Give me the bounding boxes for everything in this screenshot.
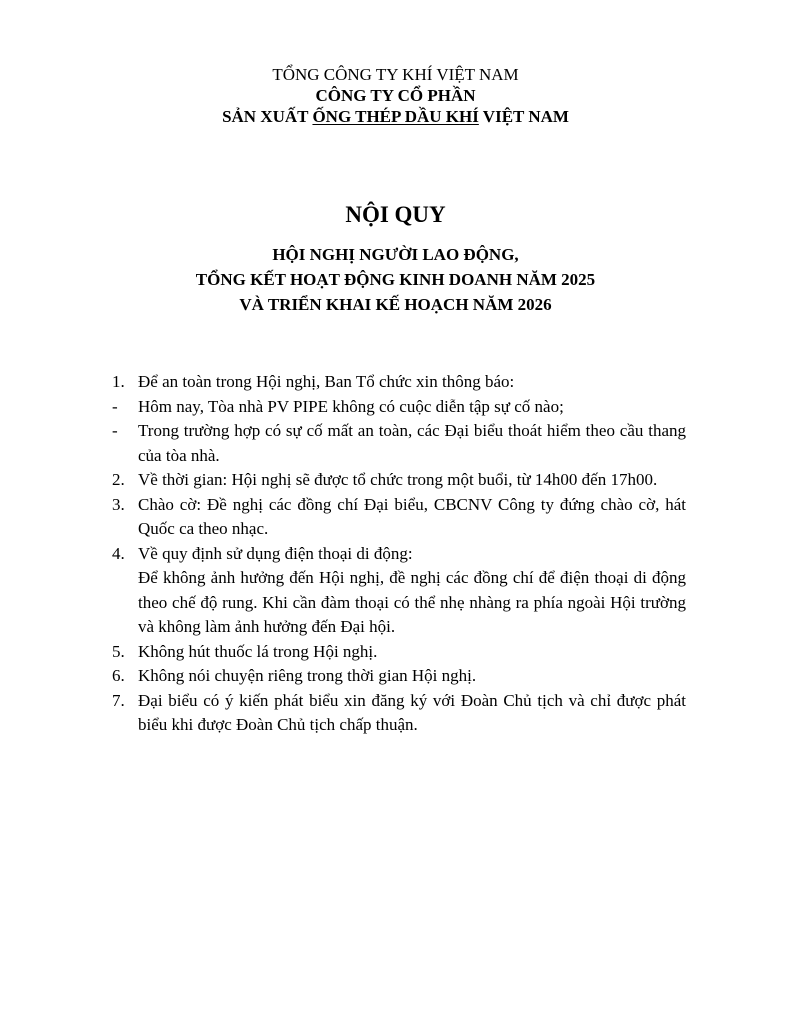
- rule-text: Trong trường hợp có sự cố mất an toàn, các Đại biểu thoát hiểm theo cầu thang của tòa nhà.: [138, 421, 686, 465]
- company-name-suffix: VIỆT NAM: [478, 107, 569, 126]
- rule-text: Không nói chuyện riêng trong thời gian Hội nghị.: [138, 666, 477, 685]
- rule-marker: 5.: [112, 641, 125, 661]
- company-name-line1: CÔNG TY CỔ PHẦN: [315, 86, 476, 105]
- rule-text: Chào cờ: Đề nghị các đồng chí Đại biểu, CBCNV Công ty đứng chào cờ, hát Quốc ca theo nhạc.: [138, 494, 686, 538]
- organization-header: [0, 64, 791, 127]
- parent-organization-name: TỔNG CÔNG TY KHÍ VIỆT NAM: [272, 65, 519, 84]
- rule-text: Không hút thuốc lá trong Hội nghị.: [138, 641, 378, 661]
- document-title-block: [0, 200, 791, 317]
- rule-text: Về thời gian: Hội nghị sẽ được tổ chức trong một buổi, từ 14h00 đến 17h00.: [138, 470, 658, 489]
- rule-text: Về quy định sử dụng điện thoại di động:: [138, 543, 413, 563]
- rule-marker: 4.: [112, 543, 125, 563]
- rule-marker: 1.: [112, 372, 125, 391]
- rule-marker: 2.: [112, 470, 125, 489]
- rule-marker: 6.: [112, 666, 125, 685]
- rule-subitem-1b: [112, 419, 686, 468]
- rule-item-3: [112, 493, 686, 542]
- rule-item-5: [112, 640, 686, 665]
- document-subtitle-line2: TỔNG KẾT HOẠT ĐỘNG KINH DOANH NĂM 2025: [195, 270, 596, 289]
- document-title: NỘI QUY: [345, 202, 446, 227]
- rule-item-6: [112, 664, 686, 689]
- rule-subitem-1a: [112, 395, 686, 420]
- rule-marker: -: [112, 421, 118, 440]
- rule-item-1: [112, 370, 686, 395]
- rule-marker: 7.: [112, 690, 125, 710]
- rule-text: Đại biểu có ý kiến phát biểu xin đăng ký với Đoàn Chủ tịch và chỉ được phát biểu khi được Đoàn Chủ tịch chấp thuận.: [138, 690, 686, 734]
- company-name-underlined: ỐNG THÉP DẦU KHÍ: [312, 107, 479, 126]
- rules-list: [112, 370, 686, 738]
- rule-item-2: [112, 468, 686, 493]
- document-subtitle-line1: HỘI NGHỊ NGƯỜI LAO ĐỘNG,: [272, 245, 519, 264]
- rule-marker: -: [112, 396, 118, 416]
- rule-item-4: [112, 542, 686, 640]
- rule-marker: 3.: [112, 494, 125, 514]
- rule-text: Hôm nay, Tòa nhà PV PIPE không có cuộc diễn tập sự cố nào;: [138, 396, 564, 416]
- company-name-prefix: SẢN XUẤT: [222, 107, 313, 126]
- company-name-line2: [0, 106, 791, 127]
- rule-detail: Để không ảnh hưởng đến Hội nghị, đề nghị các đồng chí để điện thoại di động theo chế độ rung. Khi cần đàm thoại có thể nhẹ nhàng ra phía ngoài Hội trường và không làm ảnh hưởng đến Đại hội.: [138, 568, 686, 636]
- rule-text: Để an toàn trong Hội nghị, Ban Tổ chức xin thông báo:: [138, 372, 515, 391]
- document-subtitle-line3: VÀ TRIỂN KHAI KẾ HOẠCH NĂM 2026: [239, 295, 552, 314]
- rule-item-7: [112, 689, 686, 738]
